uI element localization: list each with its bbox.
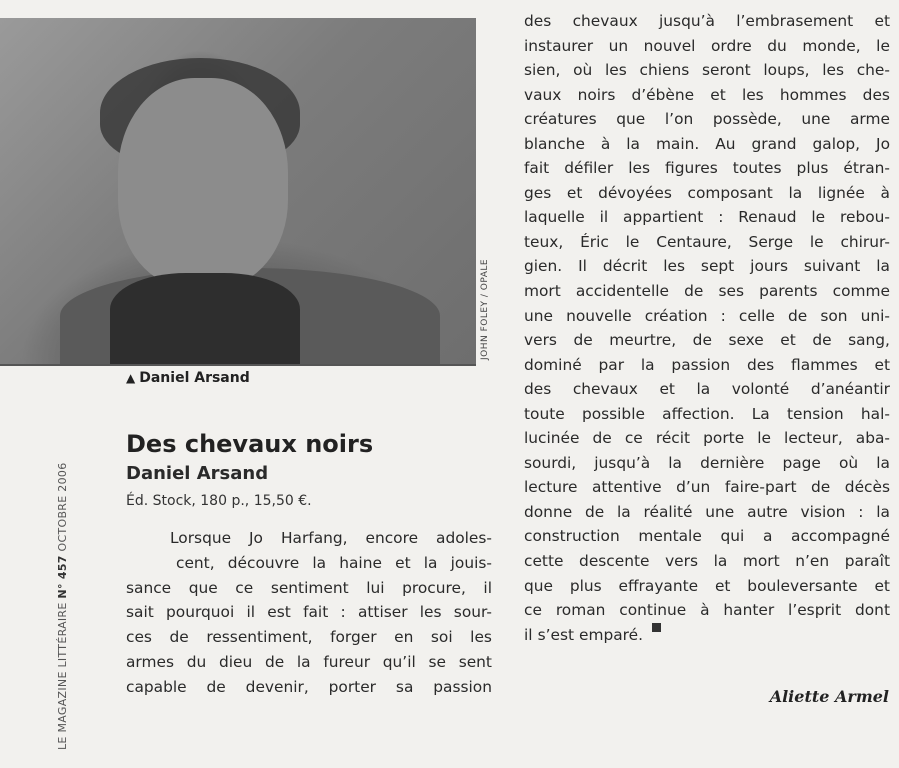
- review-line: que plus effrayante et bouleversante et: [524, 576, 890, 595]
- photo-caption: [126, 370, 250, 386]
- review-line: laquelle il appartient : Renaud le rebou-: [524, 208, 890, 227]
- review-line: construction mentale qui a accompagné: [524, 527, 890, 546]
- review-line: blanche à la main. Au grand galop, Jo: [524, 134, 890, 153]
- review-line: cette descente vers la mort n’en paraît: [524, 552, 890, 571]
- review-line: vers de meurtre, de sexe et de sang,: [524, 331, 890, 350]
- review-line: teux, Éric le Centaure, Serge le chirur-: [524, 232, 890, 251]
- review-line: gien. Il décrit les sept jours suivant la: [524, 257, 890, 276]
- review-line: donne de la réalité une autre vision : la: [524, 502, 890, 521]
- triangle-up-icon: ▲: [126, 371, 136, 385]
- review-line: sourdi, jusqu’à la dernière page où la: [524, 453, 890, 472]
- review-line: instaurer un nouvel ordre du monde, le: [524, 36, 890, 55]
- magazine-name: LE MAGAZINE LITTÉRAIRE: [56, 602, 69, 750]
- review-line: cent, découvre la haine et la jouis-: [176, 553, 492, 572]
- issue-number: N° 457: [56, 555, 69, 599]
- author-photo: [0, 18, 476, 366]
- book-publisher: Éd. Stock, 180 p., 15,50 €.: [126, 493, 312, 509]
- review-line: toute possible affection. La tension hal-: [524, 404, 890, 423]
- issue-date: OCTOBRE 2006: [56, 462, 69, 552]
- review-line: fait défiler les figures toutes plus étran-: [524, 159, 890, 178]
- review-column-left: [126, 526, 492, 700]
- caption-text: Daniel Arsand: [139, 370, 250, 386]
- book-author: Daniel Arsand: [126, 463, 269, 484]
- review-line: créatures que l’on possède, une arme: [524, 110, 890, 129]
- book-title: Des chevaux noirs: [126, 430, 374, 458]
- review-line: des chevaux jusqu’à l’embrasement et: [524, 12, 890, 30]
- review-line: lecture attentive d’un faire-part de décès: [524, 478, 890, 497]
- review-line: dominé par la passion des flammes et: [524, 355, 890, 374]
- review-line: ges et dévoyées composant la lignée à: [524, 183, 890, 202]
- review-line: une nouvelle création : celle de son uni-: [524, 306, 890, 325]
- review-line: il s’est emparé.: [524, 623, 890, 648]
- review-line: sait pourquoi il est fait : attiser les sour-: [126, 603, 492, 622]
- review-line: capable de devenir, porter sa passion: [126, 677, 492, 696]
- review-signature: Aliette Armel: [769, 687, 889, 706]
- magazine-sidebar: [56, 460, 76, 750]
- photo-credit: JOHN FOLEY / OPALE: [480, 258, 490, 360]
- review-line: Lorsque Jo Harfang, encore adoles-: [170, 529, 492, 547]
- end-mark-icon: [652, 623, 661, 632]
- review-line: vaux noirs d’ébène et les hommes des: [524, 85, 890, 104]
- review-line: ces de ressentiment, forger en soi les: [126, 628, 492, 647]
- review-line: lucinée de ce récit porte le lecteur, aba-: [524, 429, 890, 448]
- review-column-right: [524, 9, 890, 647]
- review-line: armes du dieu de la fureur qu’il se sent: [126, 652, 492, 671]
- review-line: des chevaux et la volonté d’anéantir: [524, 380, 890, 399]
- review-line: sance que ce sentiment lui procure, il: [126, 578, 492, 597]
- review-line: sien, où les chiens seront loups, les che-: [524, 61, 890, 80]
- review-line: ce roman continue à hanter l’esprit dont: [524, 601, 890, 620]
- review-line: mort accidentelle de ses parents comme: [524, 282, 890, 301]
